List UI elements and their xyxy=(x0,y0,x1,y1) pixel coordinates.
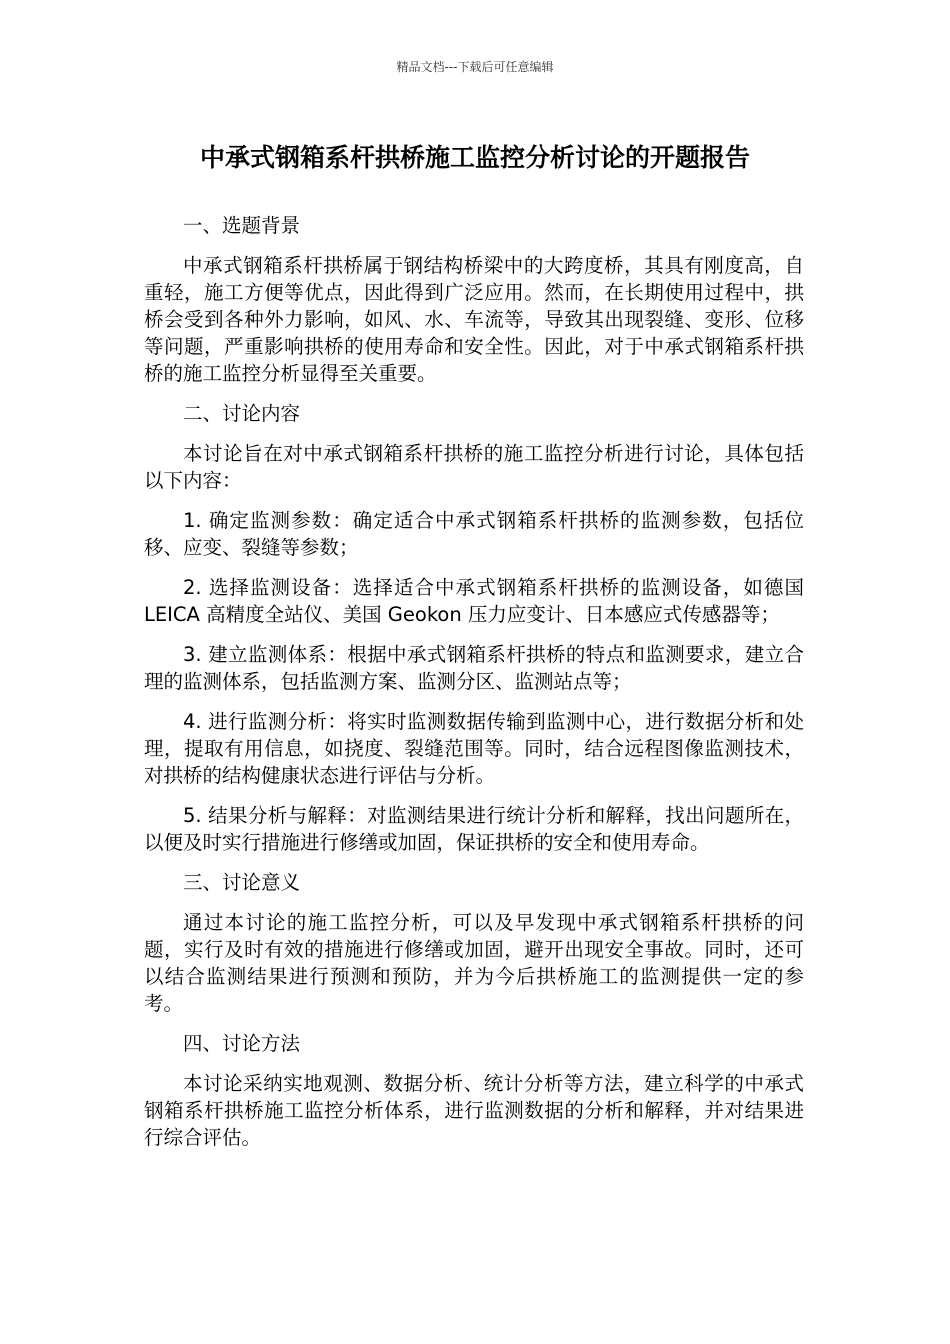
list-item: 3. 建立监测体系：根据中承式钢箱系杆拱桥的特点和监测要求，建立合理的监测体系，包括监测方案、监测分区、监测站点等； xyxy=(144,643,804,693)
paragraph: 本讨论旨在对中承式钢箱系杆拱桥的施工监控分析进行讨论，具体包括以下内容： xyxy=(144,442,804,492)
paragraph: 中承式钢箱系杆拱桥属于钢结构桥梁中的大跨度桥，其具有刚度高，自重轻，施工方便等优点，因此得到广泛应用。然而，在长期使用过程中，拱桥会受到各种外力影响，如风、水、车流等，导致其出现裂缝、变形、位移等问题，严重影响拱桥的使用寿命和安全性。因此，对于中承式钢箱系杆拱桥的施工监控分析显得至关重要。 xyxy=(144,254,804,385)
section-heading: 三、讨论意义 xyxy=(183,871,301,894)
list-item: 4. 进行监测分析：将实时监测数据传输到监测中心，进行数据分析和处理，提取有用信息，如挠度、裂缝范围等。同时，结合远程图像监测技术，对拱桥的结构健康状态进行评估与分析。 xyxy=(144,710,804,787)
section-heading: 一、选题背景 xyxy=(183,214,301,237)
section-heading: 二、讨论内容 xyxy=(183,402,301,425)
document-title: 中承式钢箱系杆拱桥施工监控分析讨论的开题报告 xyxy=(199,143,750,172)
list-item: 2. 选择监测设备：选择适合中承式钢箱系杆拱桥的监测设备，如德国 LEICA 高精度全站仪、美国 Geokon 压力应变计、日本感应式传感器等； xyxy=(144,576,804,626)
header-note: 精品文档---下载后可任意编辑 xyxy=(396,60,554,74)
document-body xyxy=(144,212,804,1164)
section-heading: 四、讨论方法 xyxy=(183,1032,301,1055)
paragraph: 本讨论采纳实地观测、数据分析、统计分析等方法，建立科学的中承式钢箱系杆拱桥施工监控分析体系，进行监测数据的分析和解释，并对结果进行综合评估。 xyxy=(144,1072,804,1149)
list-item: 1. 确定监测参数：确定适合中承式钢箱系杆拱桥的监测参数，包括位移、应变、裂缝等参数； xyxy=(144,509,804,559)
list-item: 5. 结果分析与解释：对监测结果进行统计分析和解释，找出问题所在，以便及时实行措施进行修缮或加固，保证拱桥的安全和使用寿命。 xyxy=(144,804,804,854)
paragraph: 通过本讨论的施工监控分析，可以及早发现中承式钢箱系杆拱桥的问题，实行及时有效的措施进行修缮或加固，避开出现安全事故。同时，还可以结合监测结果进行预测和预防，并为今后拱桥施工的监测提供一定的参考。 xyxy=(144,911,804,1015)
